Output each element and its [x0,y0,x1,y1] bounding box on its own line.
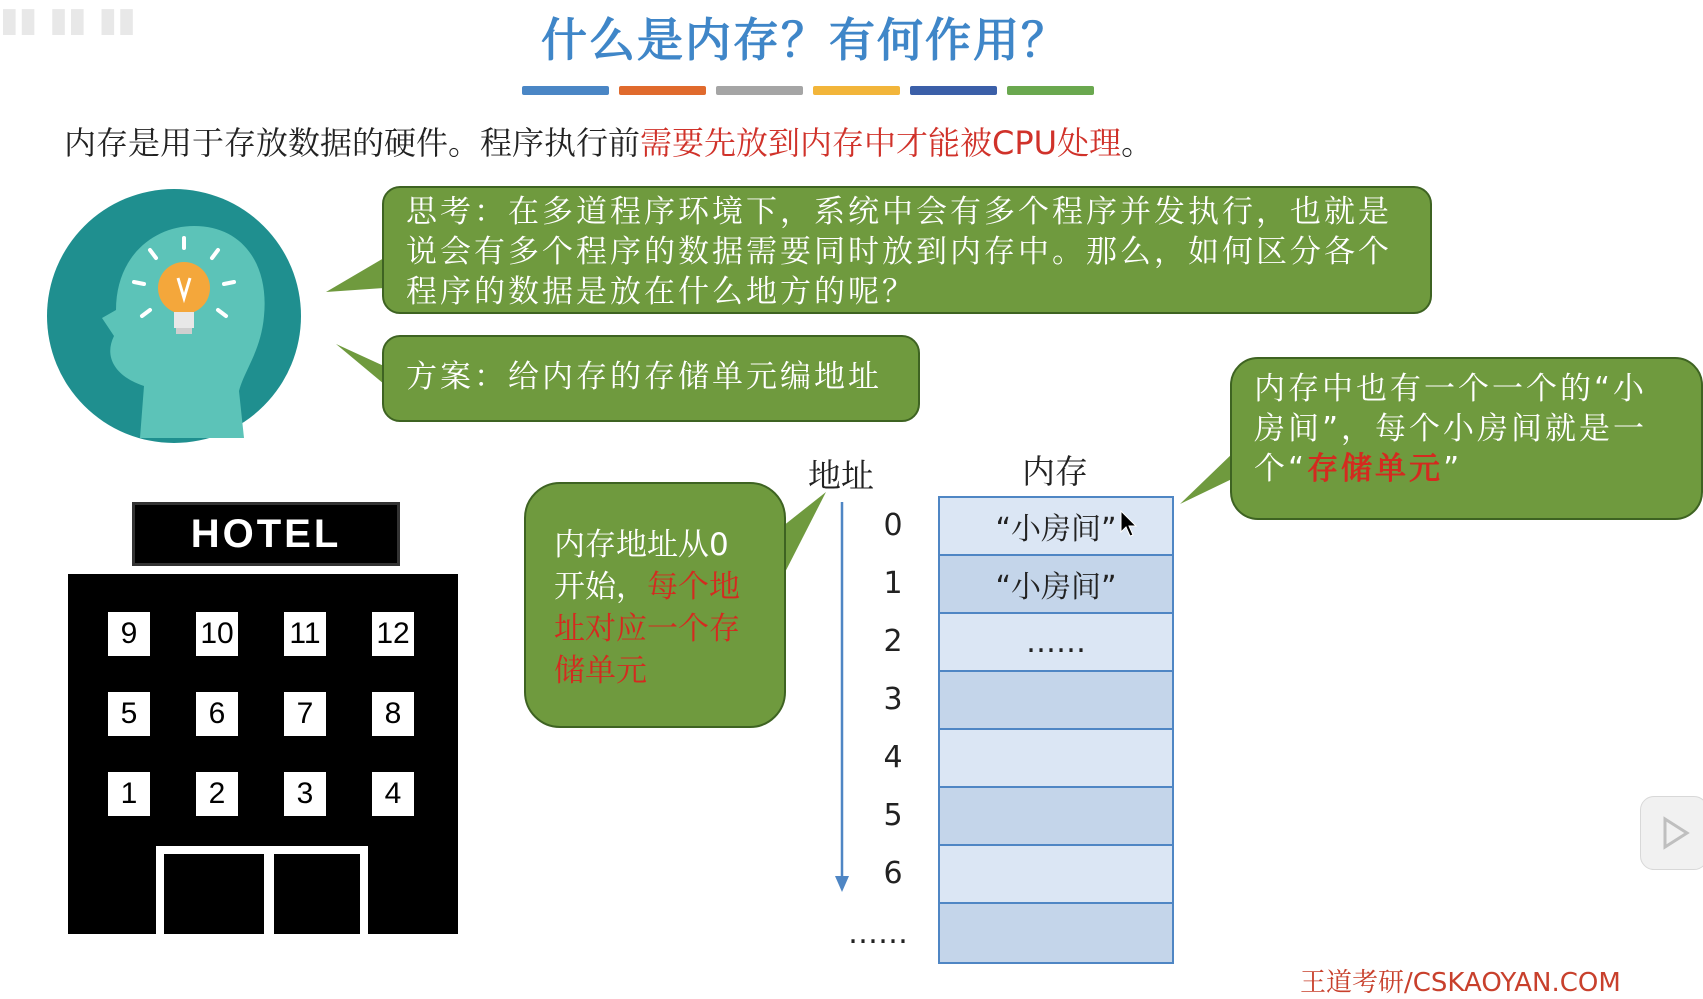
hotel-room: 9 [108,612,150,656]
intro-highlight: 需要先放到内存中才能被CPU处理 [640,124,1122,162]
address-number: 2 [883,624,903,659]
room-note-end: ” [1443,451,1463,487]
color-bar [813,86,900,95]
footer-url: 王道考研/CSKAOYAN.COM [1300,968,1621,998]
head-lightbulb-icon [44,186,304,446]
memory-cell: …… [940,614,1172,672]
think-bubble: 思考：在多道程序环境下，系统中会有多个程序并发执行，也就是说会有多个程序的数据需要同时放到内存中。那么，如何区分各个程序的数据是放在什么地方的呢？ [382,186,1432,314]
intro-text: 内存是用于存放数据的硬件。程序执行前 [64,124,641,162]
memory-column [938,496,1174,964]
hotel-room: 6 [196,692,238,736]
hotel-building [68,574,458,934]
watermark-logo: ▮▮ ▮▮ ▮▮ [0,0,136,40]
address-column-label: 地址 [808,456,874,495]
color-bar [522,86,609,95]
bubble-tail-solution [336,340,386,390]
memory-cell [940,730,1172,788]
hotel-room: 4 [372,772,414,816]
address-note-text: 内存地址从0开始， [554,527,729,605]
memory-cell [940,672,1172,730]
address-number: 4 [883,740,903,775]
hotel-room: 12 [372,612,414,656]
address-note-highlight: 每个地址对应一个存储单元 [554,569,740,689]
hotel-sign: HOTEL [132,502,400,566]
hotel-room: 11 [284,612,326,656]
room-note-bubble [1230,357,1703,520]
hotel-room: 3 [284,772,326,816]
intro-sentence [64,118,1153,164]
color-bar [619,86,706,95]
memory-cell [940,904,1172,962]
address-arrow [832,502,852,894]
address-number: 3 [883,682,903,717]
solution-bubble: 方案：给内存的存储单元编地址 [382,335,920,422]
mouse-cursor-icon [1120,510,1140,538]
memory-cell [940,788,1172,846]
room-note-text: 内存中也有一个一个的“小房间”，每个小房间就是一个“ [1254,371,1648,487]
address-number: 0 [883,508,903,543]
hotel-room: 2 [196,772,238,816]
hotel-room: 8 [372,692,414,736]
hotel-room: 1 [108,772,150,816]
play-button[interactable] [1640,796,1703,870]
address-ellipsis: …… [848,916,908,951]
memory-cell: “小房间” [940,556,1172,614]
hotel-door [156,846,368,934]
hotel-room: 10 [196,612,238,656]
memory-cell: “小房间” [940,498,1172,556]
hotel-door-divider [264,854,274,934]
hotel-room: 5 [108,692,150,736]
color-bar [716,86,803,95]
intro-end: 。 [1121,124,1154,162]
bubble-tail-think [326,252,386,302]
address-number: 6 [883,856,903,891]
bubble-tail-room [1180,448,1236,508]
memory-column-label: 内存 [1022,452,1088,491]
memory-cell [940,846,1172,904]
play-icon [1641,797,1703,869]
color-bar-strip [522,86,1094,95]
address-number: 5 [883,798,903,833]
address-number: 1 [883,566,903,601]
color-bar [910,86,997,95]
page-title: 什么是内存？有何作用？ [541,13,1069,67]
room-note-highlight: 存储单元 [1307,451,1444,487]
color-bar [1007,86,1094,95]
hotel-room: 7 [284,692,326,736]
address-note-bubble [524,482,786,728]
